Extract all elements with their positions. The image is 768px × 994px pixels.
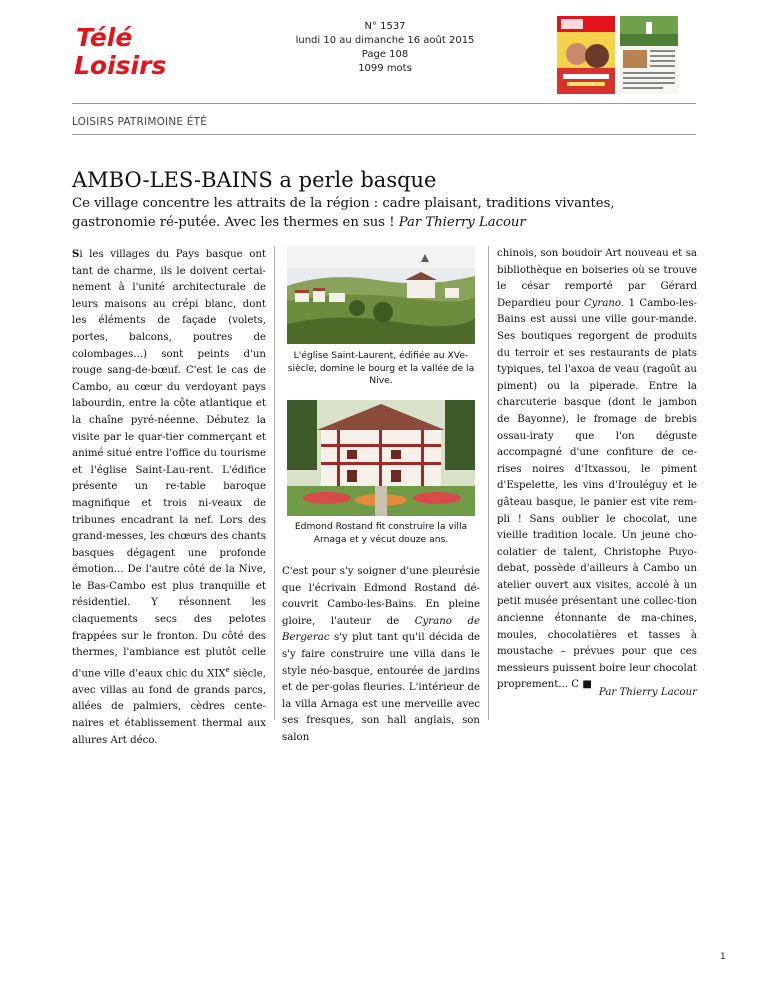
column-3-italic-title: Cyrano — [583, 297, 622, 309]
column-1-text-a: i les villages du Pays basque ont tant de charme, ils le doivent certai-nement à l'unité architecturale de leurs maisons au crépi blanc, dont les éléments de façade (volets, portes, balcons, poutres de colombages...) sont peints d'un rouge sang-de-bœuf. C'est le cas de Cambo, au cœur du verdoyant pays labourdin, entre la côte atlantique et la chaîne pyré-néenne. Débutez la visite par le quar-tier commerçant et animé situé entre l'office du tourisme et l'église Saint-Lau-rent. L'édifice présente un re-table baroque magnifique et trois ni-veaux de tribunes encadrant la nef. Lors des grand-messes, les chœurs des chants basques dégagent une profonde émotion... De l'autre côté de la Nive, le Bas-Cambo est plus tranquille et résidentiel. Y résonnent les claquements secs des pelotes frappées sur le fronton. Du côté des thermes, l'ambiance est plutôt celle d'une ville d'eaux chic du XIX — [72, 249, 266, 680]
drop-initial: S — [72, 248, 80, 260]
column-2-text-b: s'y plut tant qu'il décida de s'y faire construire une villa dans le style néo-basque, entourée de jardins et de per-golas fleuries. L'intérieur de la villa Arnaga est une merveille avec ses fresques, son hall anglais, son salon — [282, 632, 480, 743]
article-standfirst — [72, 194, 698, 232]
column-2-text-a: C'est pour s'y soigner d'une pleurésie que l'écrivain Edmond Rostand dé-couvrit Cambo-les-Bains. En pleine gloire, l'auteur de — [282, 566, 480, 627]
logo-line-1: Télé — [76, 23, 133, 52]
page-ref: Page 108 — [361, 49, 409, 60]
issue-dates: lundi 10 au dimanche 16 août 2015 — [295, 35, 475, 46]
church-village-photo — [287, 246, 475, 344]
article-column-3 — [497, 246, 697, 694]
issue-number: N° 1537 — [364, 21, 406, 32]
column-2-italic-title: Cyrano de Bergerac — [282, 615, 480, 644]
villa-arnaga-photo — [287, 400, 475, 516]
century-superscript: e — [225, 665, 230, 674]
issue-meta — [250, 20, 520, 76]
header-rule — [72, 103, 696, 104]
article-column-1 — [72, 246, 266, 749]
church-photo-caption: L'église Saint-Laurent, édifiée au XVe-siècle, domine le bourg et la vallée de la Nive. — [287, 350, 475, 387]
word-count: 1099 mots — [358, 63, 412, 74]
article-column-2 — [282, 564, 480, 747]
article-page-thumbnail — [620, 16, 678, 94]
tele-loisirs-logo — [72, 22, 184, 78]
rubric-rule — [72, 134, 696, 135]
page-number: 1 — [720, 952, 726, 962]
column-1-text-b: siècle, avec villas au fond de grands parcs, allées de palmiers, cèdres cente-naires et établissement thermal aux allures Art déco. — [72, 668, 266, 746]
magazine-cover-thumbnail — [557, 16, 615, 94]
section-rubric: LOISIRS PATRIMOINE ÉTÉ — [72, 116, 208, 128]
article-title: AMBO-LES-BAINS a perle basque — [72, 168, 437, 192]
villa-photo-caption: Edmond Rostand fit construire la villa Arnaga et y vécut douze ans. — [294, 521, 468, 545]
column-3-text-a: chinois, son boudoir Art nouveau et sa bibliothèque en boiseries où se trouve le césar remporté par Gérard Depardieu pour — [497, 248, 697, 309]
standfirst-byline: Par Thierry Lacour — [398, 215, 526, 230]
logo-line-2: Loisirs — [74, 51, 167, 78]
column-divider-right — [488, 246, 489, 720]
standfirst-text: Ce village concentre les attraits de la région : cadre plaisant, traditions vivantes, gastronomie ré-putée. Avec les thermes en sus ! — [72, 196, 615, 230]
column-divider-left — [274, 246, 275, 720]
author-signature: Par Thierry Lacour — [598, 687, 697, 698]
column-3-text-b: . 1 Cambo-les-Bains est aussi une ville gour-mande. Ses boutiques regorgent de produits du terroir et ses restaurants de plats typiques, tel l'axoa de veau (ragoût au piment) ou la piperade. Entre la charcuterie basque (dont le jambon de Bayonne), le fromage de brebis ossau-iraty que l'on déguste accompagné d'une confiture de ce-rises noires d'Itxassou, le piment d'Espelette, les vins d'Irouléguy et le gâteau basque, le panier est vite rem-pli ! Sans oublier le chocolat, une vieille tradition locale. Un jeune cho-colatier de talent, Christophe Puyo-debat, possède d'ailleurs à Cambo un atelier ouvert aux visites, accolé à un petit musée présentant une collec-tion ancienne étonnante de ma-chines, moules, chocolatières et tasses à moustache – prévues pour que ces messieurs puissent boire leur chocolat proprement... C ■ — [497, 297, 697, 691]
